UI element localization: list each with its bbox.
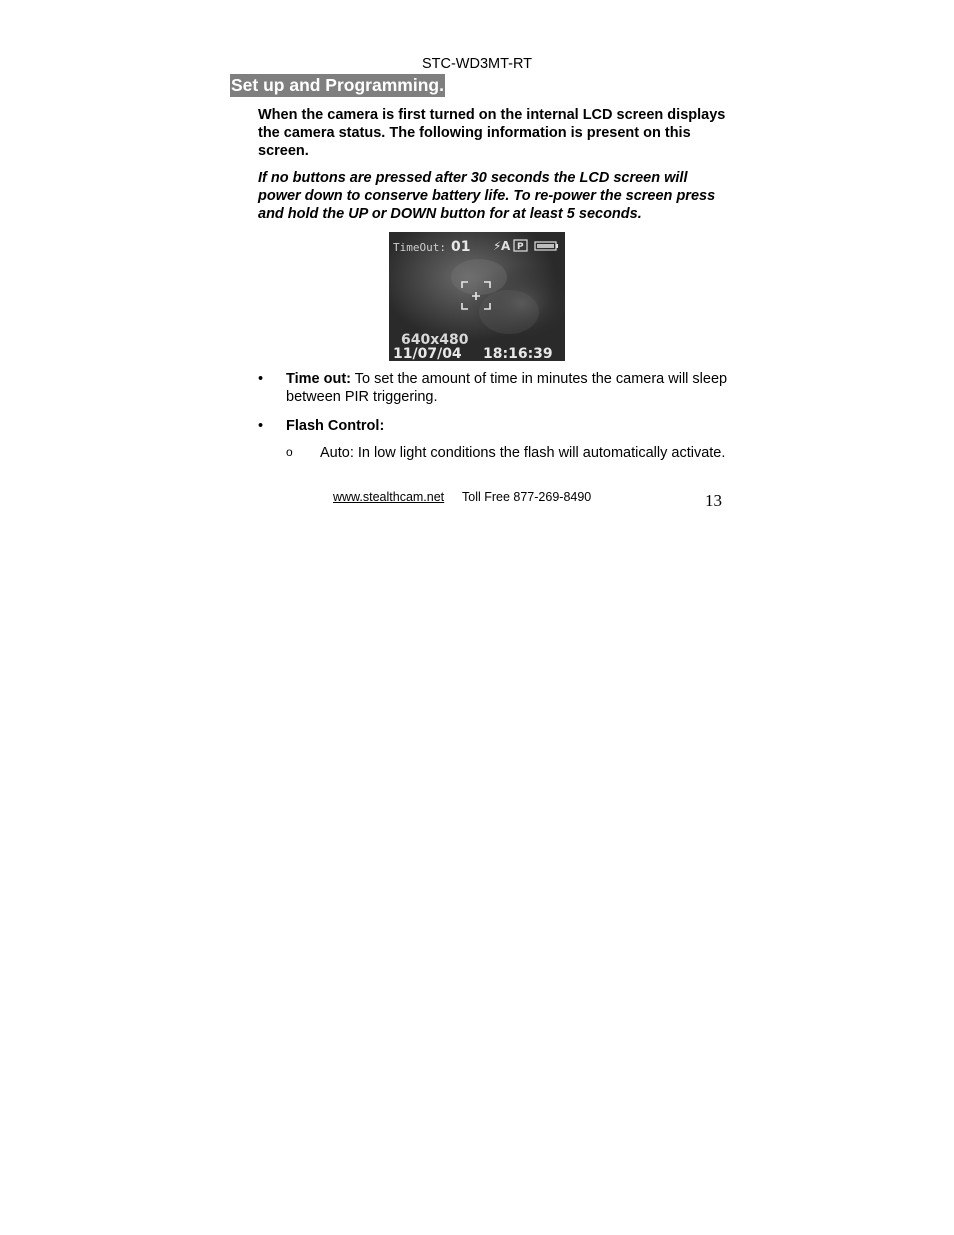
lcd-timeout-value: 01 — [451, 239, 471, 255]
toll-free-phone: Toll Free 877-269-8490 — [462, 490, 592, 504]
sub-bullet-marker: o — [286, 445, 293, 459]
website-link[interactable]: www.stealthcam.net — [333, 490, 445, 504]
lcd-timeout-label: TimeOut: — [393, 241, 446, 254]
lcd-screen-image — [389, 232, 565, 361]
intro-paragraph: When the camera is first turned on the internal LCD screen displays the camera status. The following information is present on this screen. — [258, 107, 726, 159]
lcd-flash-mode: A — [501, 239, 511, 253]
bullet-flash-control: Flash Control: — [286, 418, 385, 434]
lcd-resolution: 640x480 — [401, 332, 469, 348]
page-number: 13 — [705, 491, 722, 510]
flash-icon: ⚡ — [493, 239, 502, 253]
sub-bullet-auto: Auto: In low light conditions the flash will automatically activate. — [320, 445, 726, 461]
section-heading: Set up and Programming. — [231, 75, 444, 95]
bullet-term: Time out: — [286, 371, 351, 387]
lcd-mode-badge: P — [517, 242, 524, 252]
lcd-timeout-readout — [393, 239, 470, 255]
power-down-note: If no buttons are pressed after 30 seconds the LCD screen will power down to conserve battery life. To re-power the screen press and hold the UP or DOWN button for at least 5 seconds. — [258, 170, 716, 222]
bullet-marker: • — [258, 418, 264, 434]
bullet-time-out — [286, 370, 731, 406]
bullet-text: To set the amount of time in minutes the camera will sleep between PIR triggering. — [286, 371, 728, 405]
bullet-marker: • — [258, 371, 264, 387]
model-number: STC-WD3MT-RT — [421, 56, 533, 72]
lcd-time: 18:16:39 — [483, 346, 553, 361]
lcd-date: 11/07/04 — [393, 346, 462, 361]
